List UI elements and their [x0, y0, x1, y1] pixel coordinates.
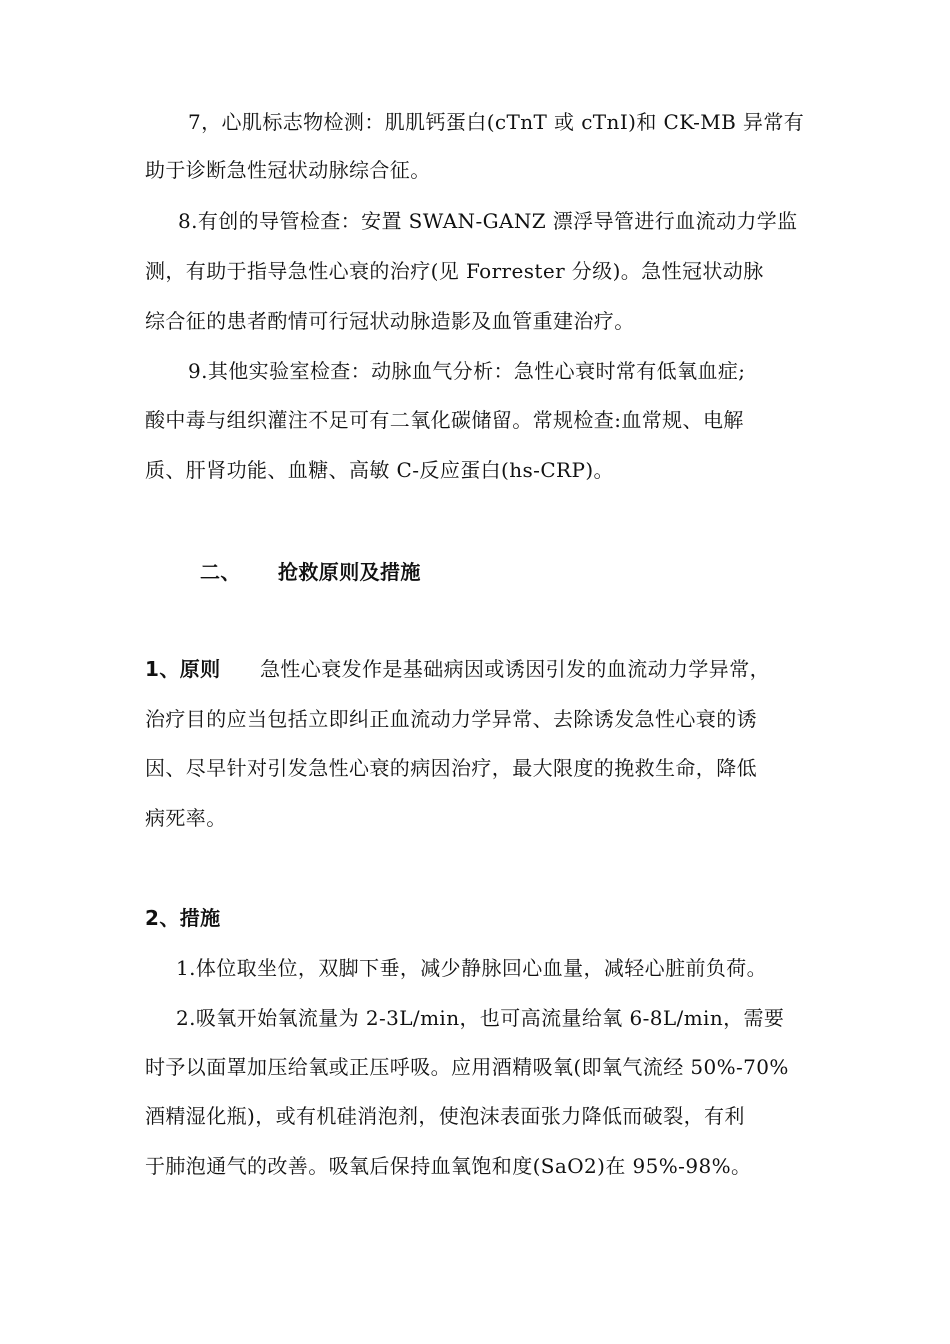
principle-line-4: 病死率。 — [145, 806, 227, 830]
measure-2-line-4: 于肺泡通气的改善。吸氧后保持血氧饱和度(SaO2)在 95%-98%。 — [145, 1154, 752, 1178]
p8-line-2: 测，有助于指导急性心衰的治疗(见 Forrester 分级)。急性冠状动脉 — [145, 259, 764, 283]
principle-line-1: 急性心衰发作是基础病因或诱因引发的血流动力学异常， — [260, 657, 770, 681]
p9-line-2: 酸中毒与组织灌注不足可有二氧化碳储留。常规检查:血常规、电解 — [145, 408, 744, 432]
measure-2-line-2: 时予以面罩加压给氧或正压呼吸。应用酒精吸氧(即氧气流经 50%-70% — [145, 1055, 789, 1079]
section-number: 二、 — [200, 560, 241, 584]
principle-label: 1、原则 — [145, 657, 221, 681]
section-title: 抢救原则及措施 — [278, 560, 421, 584]
p8-line-3: 综合征的患者酌情可行冠状动脉造影及血管重建治疗。 — [145, 309, 635, 333]
p9-line-1: 9.其他实验室检查：动脉血气分析：急性心衰时常有低氧血症; — [188, 359, 746, 383]
measure-1-line-1: 1.体位取坐位，双脚下垂，减少静脉回心血量，减轻心脏前负荷。 — [176, 956, 768, 980]
p7-line-1: 7，心肌标志物检测：肌肌钙蛋白(cTnT 或 cTnI)和 CK-MB 异常有 — [188, 110, 805, 134]
principle-line-3: 因、尽早针对引发急性心衰的病因治疗，最大限度的挽救生命，降低 — [145, 756, 757, 780]
p9-line-3: 质、肝肾功能、血糖、高敏 C-反应蛋白(hs-CRP)。 — [145, 458, 614, 482]
measure-2-line-1: 2.吸氧开始氧流量为 2-3L/min，也可高流量给氧 6-8L/min，需要 — [176, 1006, 785, 1030]
measure-2-line-3: 酒精湿化瓶)，或有机硅消泡剂，使泡沫表面张力降低而破裂，有利 — [145, 1104, 745, 1128]
principle-line-2: 治疗目的应当包括立即纠正血流动力学异常、去除诱发急性心衰的诱 — [145, 707, 757, 731]
p7-line-2: 助于诊断急性冠状动脉综合征。 — [145, 158, 431, 182]
p8-line-1: 8.有创的导管检查：安置 SWAN-GANZ 漂浮导管进行血流动力学监 — [178, 209, 798, 233]
measures-label: 2、措施 — [145, 906, 221, 930]
